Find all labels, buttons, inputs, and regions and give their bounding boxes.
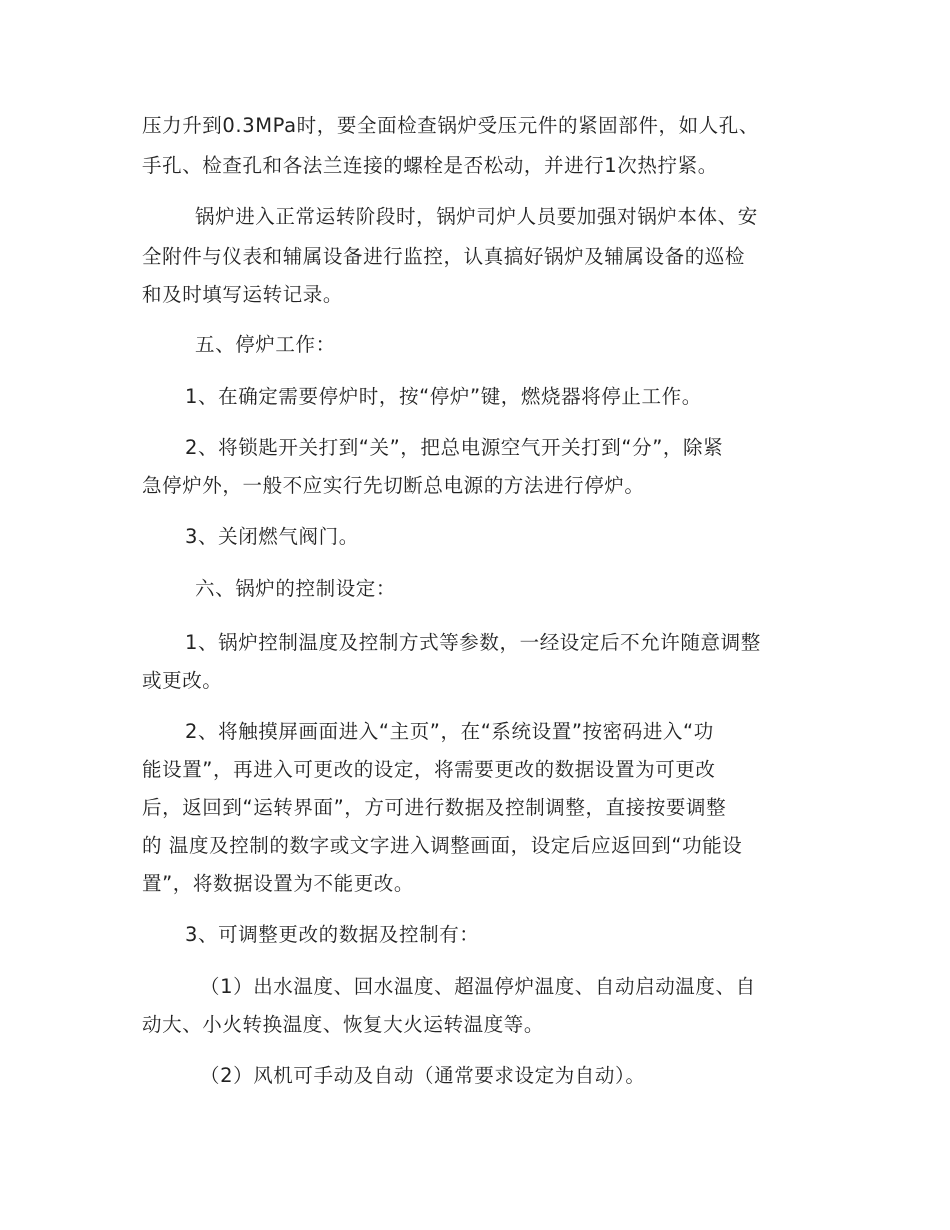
text-line: 2、将锁匙开关打到“关”，把总电源空气开关打到“分”，除紧 xyxy=(185,436,724,459)
text-line: 2、将触摸屏画面进入“主页”，在“系统设置”按密码进入“功 xyxy=(185,720,714,743)
text-line: 和及时填写运转记录。 xyxy=(142,283,344,306)
text-line: 1、在确定需要停炉时，按“停炉”键，燃烧器将停止工作。 xyxy=(185,385,702,408)
text-line: （1）出水温度、回水温度、超温停炉温度、自动启动温度、自 xyxy=(200,975,756,998)
text-line: 手孔、检查孔和各法兰连接的螺栓是否松动，并进行1次热拧紧。 xyxy=(142,154,718,177)
text-line: 置”，将数据设置为不能更改。 xyxy=(142,872,415,895)
text-line: 或更改。 xyxy=(142,669,223,692)
section-heading: 六、锅炉的控制设定： xyxy=(195,577,397,600)
text-line: 的 温度及控制的数字或文字进入调整画面，设定后应返回到“功能设 xyxy=(142,834,743,857)
text-line: 急停炉外，一般不应实行先切断总电源的方法进行停炉。 xyxy=(142,474,645,497)
text-line: 压力升到0.3MPa时，要全面检查锅炉受压元件的紧固部件，如人孔、 xyxy=(142,114,759,137)
text-line: （2）风机可手动及自动（通常要求设定为自动）。 xyxy=(200,1064,646,1087)
text-line: 能设置”，再进入可更改的设定，将需要更改的数据设置为可更改 xyxy=(142,758,716,781)
text-line: 3、关闭燃气阀门。 xyxy=(185,525,359,548)
text-line: 动大、小火转换温度、恢复大火运转温度等。 xyxy=(142,1013,545,1036)
text-line: 3、可调整更改的数据及控制有： xyxy=(185,923,480,946)
text-line: 1、锅炉控制温度及控制方式等参数，一经设定后不允许随意调整 xyxy=(185,631,761,654)
text-line: 后，返回到“运转界面”，方可进行数据及控制调整，直接按要调整 xyxy=(142,796,727,819)
text-line: 全附件与仪表和辅属设备进行监控，认真搞好锅炉及辅属设备的巡检 xyxy=(142,245,746,268)
section-heading: 五、停炉工作： xyxy=(195,333,336,356)
text-line: 锅炉进入正常运转阶段时，锅炉司炉人员要加强对锅炉本体、安 xyxy=(195,205,758,228)
